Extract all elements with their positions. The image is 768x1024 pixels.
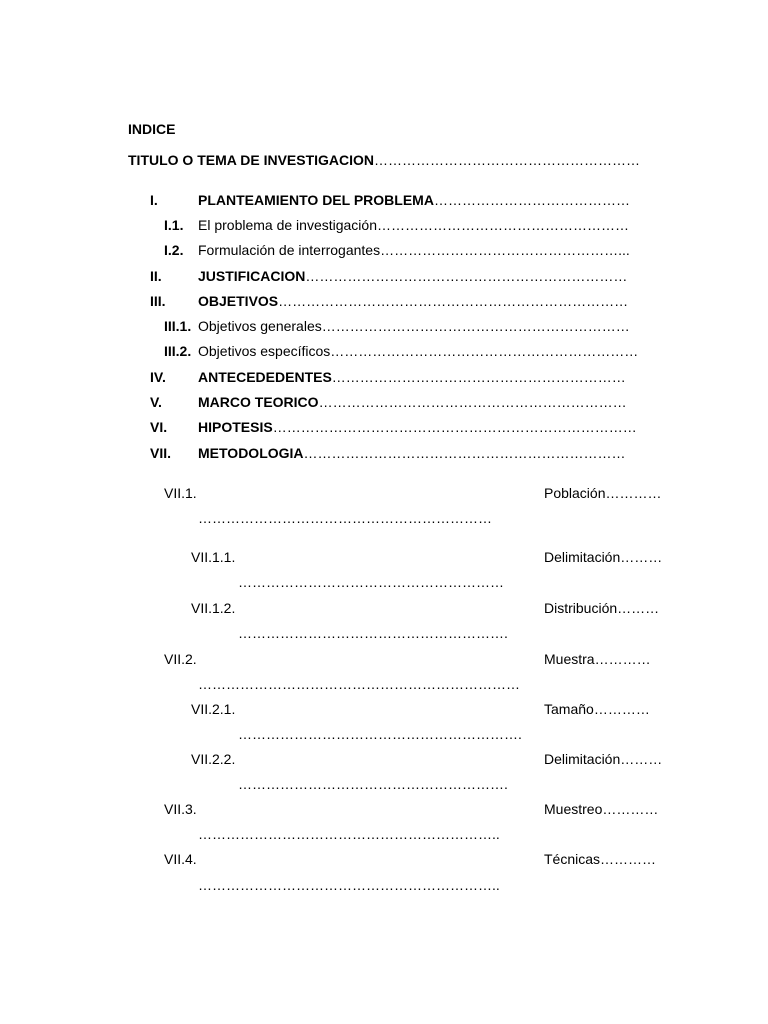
toc-leader-dots-continued: ……………………………………………………. [238, 726, 522, 742]
toc-num-VII-1-1: VII.1.1. [191, 549, 236, 565]
toc-entry-label: Delimitación [544, 751, 621, 767]
toc-entry-distribucion [544, 599, 659, 617]
toc-leader-dots: ……………………………………………… [377, 217, 629, 233]
toc-entry-label: Formulación de interrogantes [198, 242, 381, 258]
toc-entry-label: ANTECEDEDENTES [198, 369, 332, 385]
toc-entry-objetivos-generales [198, 317, 630, 335]
toc-num-II: II. [150, 268, 162, 284]
toc-leader-dots-continued: ……………………………………………………….. [198, 877, 500, 893]
toc-num-V: V. [150, 394, 162, 410]
toc-entry-label: Distribución [544, 600, 618, 616]
toc-leader-dots: ……… [620, 751, 663, 767]
toc-entry-justificacion [198, 267, 627, 285]
toc-leader-dots-continued: …………………………………………………………… [198, 676, 520, 692]
toc-num-I: I. [150, 192, 158, 208]
toc-leader-dots-continued: ……………………………………………………… [198, 510, 492, 526]
toc-leader-dots: ………… [594, 651, 651, 667]
toc-leader-dots: ……… [617, 600, 660, 616]
toc-entry-label: Delimitación [544, 549, 621, 565]
toc-entry-label: OBJETIVOS [198, 293, 279, 309]
toc-leader-dots: ……… [620, 549, 663, 565]
toc-leader-dots-continued: …………………………………………………. [238, 776, 508, 792]
toc-leader-dots: ………………………………………………………………… [278, 293, 629, 309]
toc-leader-dots: ………………………………………………………… [318, 394, 627, 410]
toc-num-IV: IV. [150, 369, 166, 385]
toc-num-VII-1-2: VII.1.2. [191, 600, 236, 616]
toc-leader-dots: …………………………………………………………… [303, 445, 626, 461]
toc-leader-dots: ………… [593, 701, 650, 717]
toc-entry-label: El problema de investigación [198, 217, 377, 233]
toc-leader-dots: ……………………………………………………… [331, 369, 626, 385]
title-line [128, 151, 640, 169]
toc-entry-delimitacion [544, 548, 662, 566]
toc-entry-label: PLANTEAMIENTO DEL PROBLEMA [198, 192, 434, 208]
toc-entry-label: MARCO TEORICO [198, 394, 319, 410]
toc-entry-muestra [544, 650, 651, 668]
toc-entry-label: Objetivos específicos [198, 343, 331, 359]
toc-num-VII-1: VII.1. [164, 485, 197, 501]
toc-entry-poblacion [544, 484, 662, 502]
toc-entry-label: HIPOTESIS [198, 419, 273, 435]
toc-entry-antecedentes [198, 368, 626, 386]
toc-entry-label: Técnicas [544, 851, 601, 867]
toc-entry-label: Muestreo [544, 801, 603, 817]
toc-leader-dots: ……………………………………………... [380, 242, 630, 258]
toc-entry-metodologia [198, 444, 626, 462]
toc-entry-objetivos [198, 292, 628, 310]
toc-entry-interrogantes [198, 241, 630, 259]
toc-num-III-2: III.2. [164, 343, 192, 359]
toc-entry-tamano [544, 700, 650, 718]
toc-entry-label: Tamaño [544, 701, 594, 717]
toc-entry-problema [198, 216, 629, 234]
toc-num-VII-3: VII.3. [164, 801, 197, 817]
toc-leader-dots: …………………………………… [433, 192, 630, 208]
toc-num-VII-2-2: VII.2.2. [191, 751, 236, 767]
toc-num-III: III. [150, 293, 166, 309]
toc-entry-label: JUSTIFICACION [198, 268, 306, 284]
toc-entry-label: METODOLOGIA [198, 445, 304, 461]
toc-entry-objetivos-especificos [198, 342, 638, 360]
toc-num-VI: VI. [150, 419, 168, 435]
toc-leader-dots: ………………………………………………………… [330, 343, 639, 359]
title-dots: ………………………………………………… [374, 152, 641, 168]
toc-entry-planteamiento [198, 191, 630, 209]
toc-leader-dots: ………… [600, 851, 657, 867]
toc-leader-dots-continued: ……………………………………………………….. [198, 826, 500, 842]
index-heading: INDICE [128, 121, 176, 137]
toc-entry-muestreo [544, 800, 658, 818]
toc-num-III-1: III.1. [164, 318, 192, 334]
toc-leader-dots: …………………………………………………………………… [272, 419, 637, 435]
toc-entry-marco-teorico [198, 393, 627, 411]
toc-num-I-1: I.1. [164, 217, 184, 233]
toc-entry-label: Población [544, 485, 606, 501]
toc-entry-label: Objetivos generales [198, 318, 322, 334]
toc-num-I-2: I.2. [164, 242, 184, 258]
toc-num-VII-2-1: VII.2.1. [191, 701, 236, 717]
toc-entry-delimitacion-muestra [544, 750, 662, 768]
toc-entry-label: Muestra [544, 651, 595, 667]
toc-leader-dots: ………… [602, 801, 659, 817]
toc-entry-hipotesis [198, 418, 637, 436]
toc-entry-tecnicas [544, 850, 656, 868]
toc-leader-dots: …………………………………………………………… [305, 268, 628, 284]
title-label: TITULO O TEMA DE INVESTIGACION [128, 152, 375, 168]
toc-leader-dots-continued: …………………………………………………. [238, 625, 508, 641]
toc-leader-dots-continued: ………………………………………………… [238, 574, 504, 590]
toc-num-VII-4: VII.4. [164, 851, 197, 867]
toc-leader-dots: ………………………………………………………… [321, 318, 630, 334]
toc-leader-dots: ………… [605, 485, 662, 501]
toc-num-VII-2: VII.2. [164, 651, 197, 667]
toc-num-VII: VII. [150, 445, 172, 461]
